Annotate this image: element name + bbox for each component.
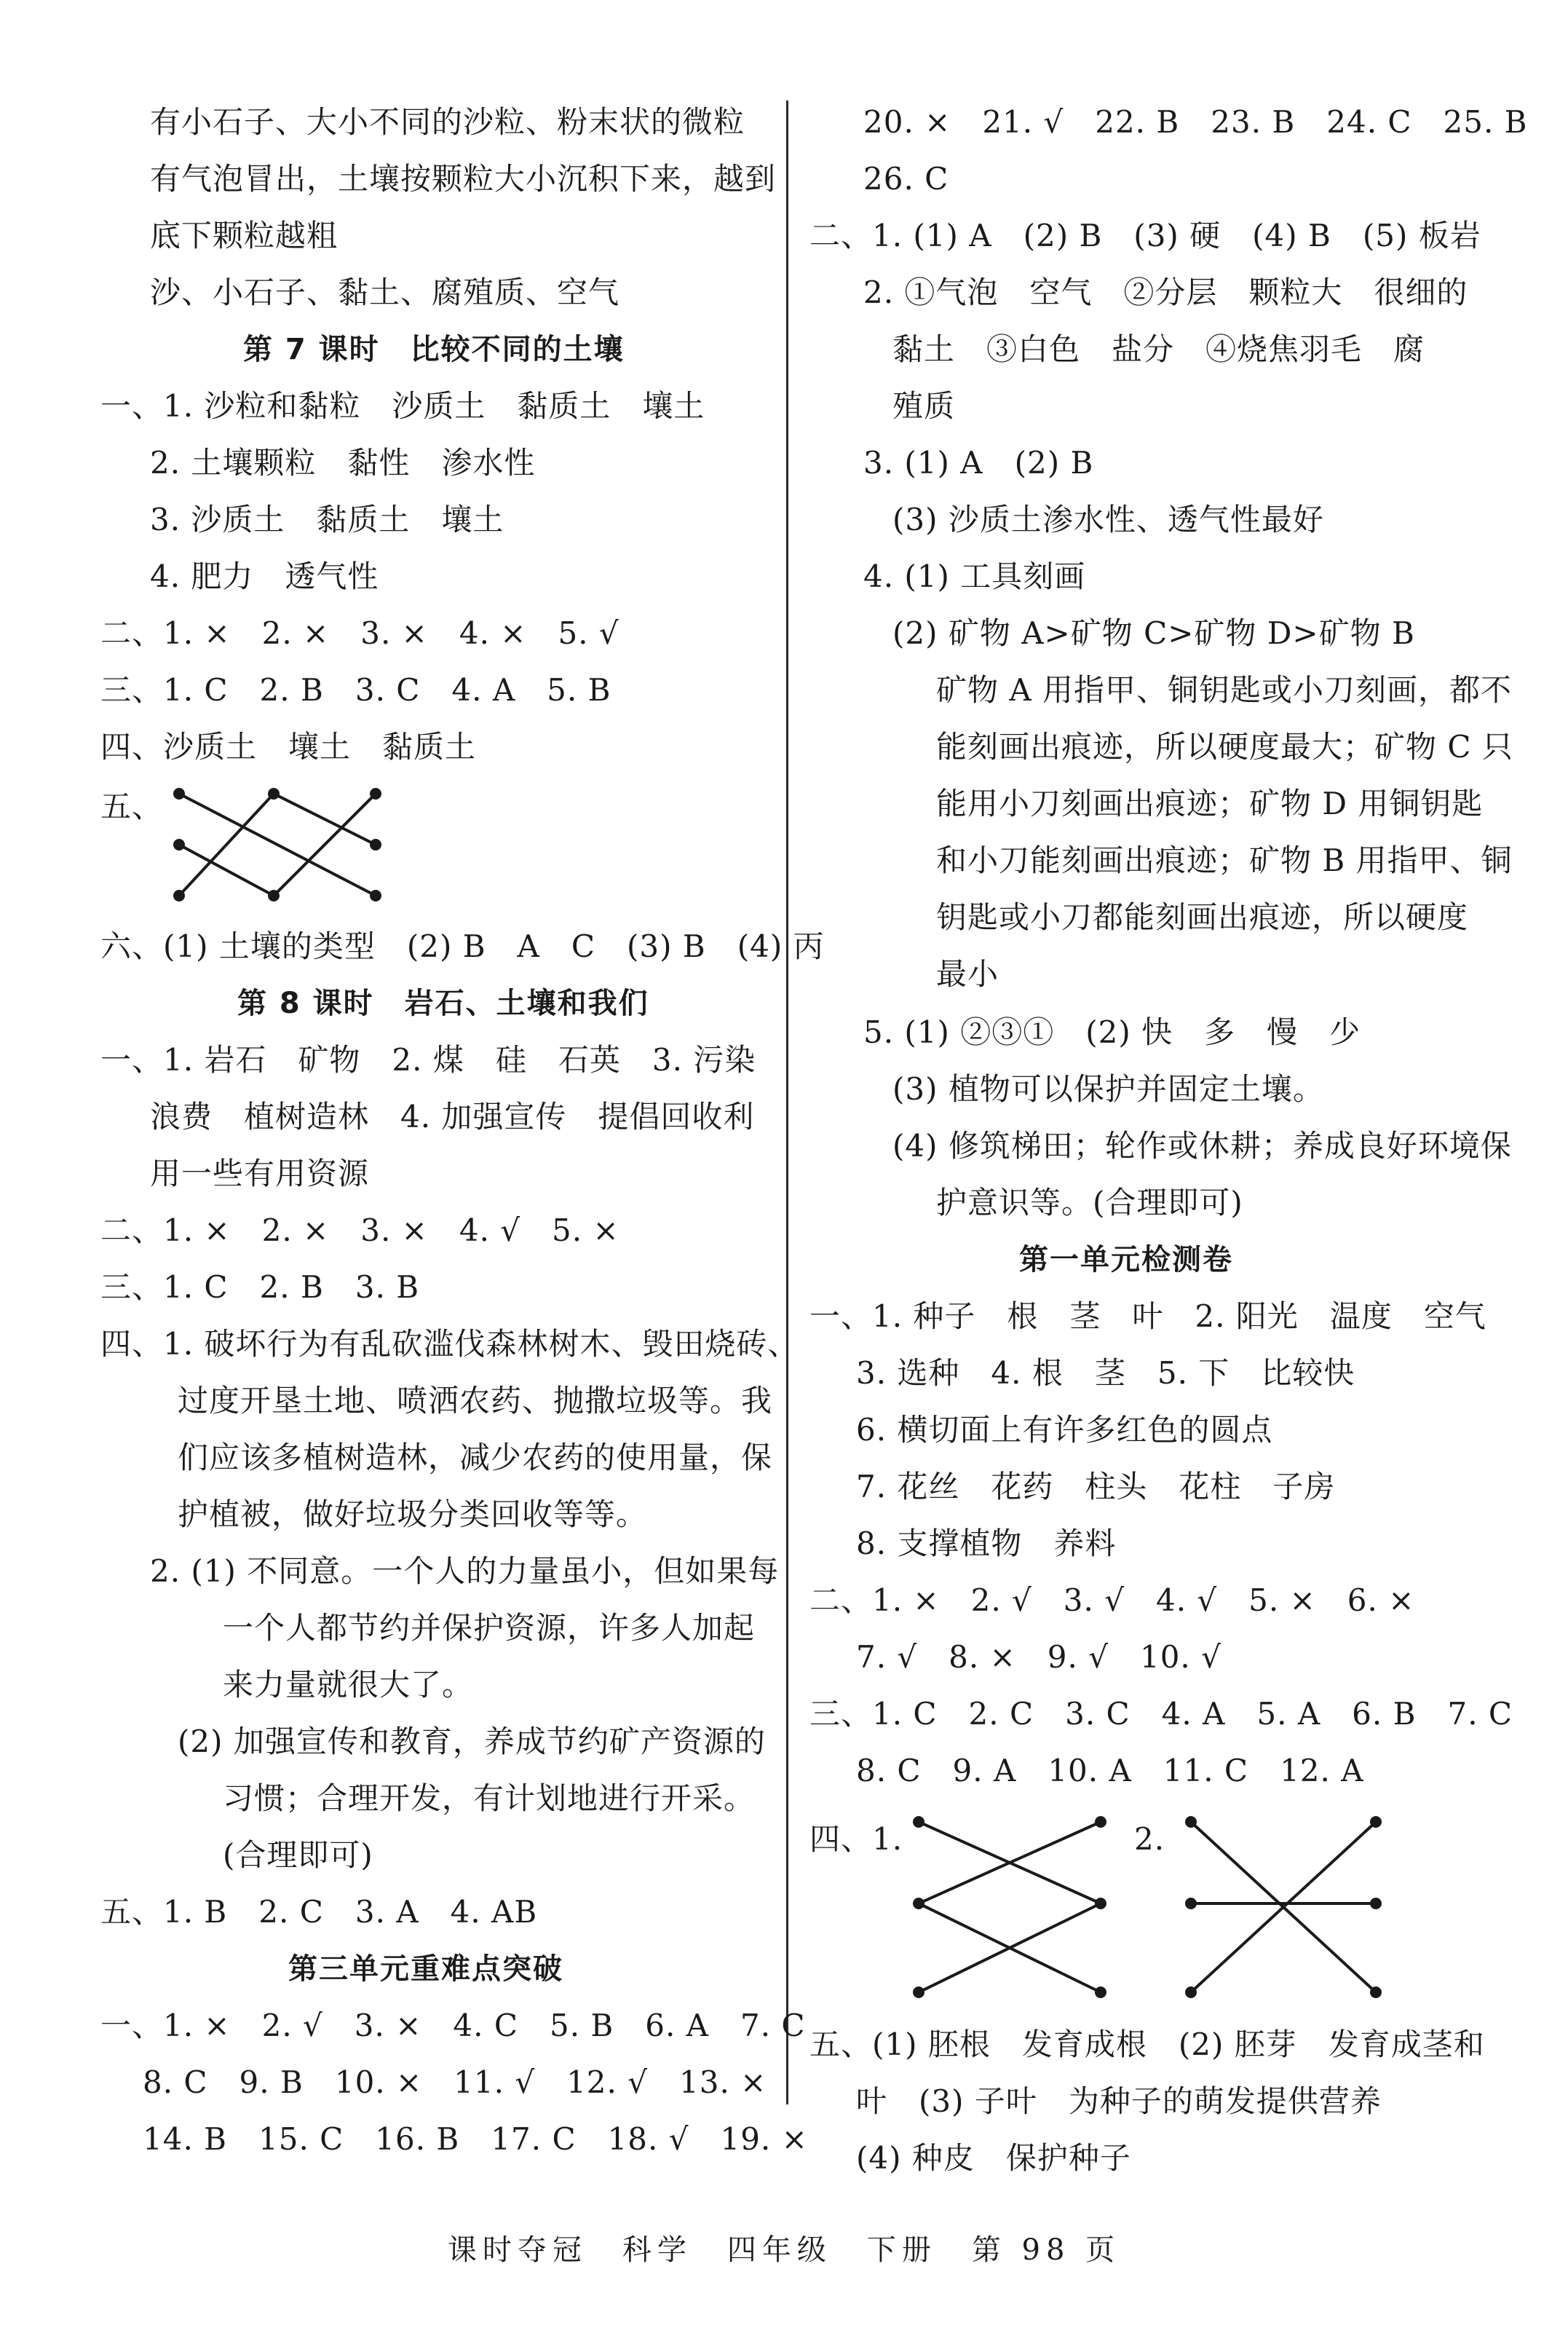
answer-line: 五、1. B 2. C 3. A 4. AB bbox=[100, 1894, 538, 1930]
answer-line: 5. (1) ②③① (2) 快 多 慢 少 bbox=[863, 1014, 1361, 1050]
matching-diagram bbox=[172, 779, 390, 910]
answer-line: 3. (1) A (2) B bbox=[863, 445, 1094, 481]
matching-dot bbox=[370, 788, 381, 800]
answer-line: 六、(1) 土壤的类型 (2) B A C (3) B (4) 丙 bbox=[100, 928, 825, 964]
answer-line: 2. ①气泡 空气 ②分层 颗粒大 很细的 bbox=[863, 275, 1468, 310]
answer-line: 有小石子、大小不同的沙粒、粉末状的微粒 bbox=[150, 104, 745, 140]
matching-dot bbox=[1095, 1986, 1106, 1998]
answer-line: 用一些有用资源 bbox=[150, 1156, 370, 1191]
matching-dot bbox=[1185, 1898, 1197, 1909]
answer-line: (4) 种皮 保护种子 bbox=[856, 2140, 1131, 2176]
answer-line: 8. C 9. A 10. A 11. C 12. A bbox=[856, 1753, 1364, 1788]
answer-line: 浪费 植树造林 4. 加强宣传 提倡回收利 bbox=[150, 1099, 755, 1135]
answer-line: 3. 选种 4. 根 茎 5. 下 比较快 bbox=[856, 1355, 1355, 1391]
answer-line: 一个人都节约并保护资源，许多人加起 bbox=[223, 1610, 756, 1646]
answer-line: (2) 矿物 A>矿物 C>矿物 D>矿物 B bbox=[892, 615, 1415, 651]
answer-line: 能刻画出痕迹，所以硬度最大；矿物 C 只 bbox=[936, 729, 1513, 765]
answer-line: 2. (1) 不同意。一个人的力量虽小，但如果每 bbox=[150, 1553, 780, 1589]
answer-line: 五、(1) 胚根 发育成根 (2) 胚芽 发育成茎和 bbox=[809, 2027, 1485, 2062]
answer-line: 五、 bbox=[100, 789, 164, 824]
answer-line: (合理即可) bbox=[223, 1837, 373, 1873]
answer-line: 钥匙或小刀都能刻画出痕迹，所以硬度 bbox=[936, 899, 1469, 935]
matching-dot bbox=[1370, 1816, 1382, 1828]
answer-line: 三、1. C 2. C 3. C 4. A 5. A 6. B 7. C bbox=[809, 1696, 1513, 1732]
answer-line: 二、1. × 2. × 3. × 4. × 5. √ bbox=[100, 615, 619, 651]
answer-line: 四、1. bbox=[809, 1821, 903, 1857]
answer-line: 三、1. C 2. B 3. C 4. A 5. B bbox=[100, 672, 611, 708]
answer-line: 4. 肥力 透气性 bbox=[150, 559, 379, 594]
answer-line: 殖质 bbox=[892, 388, 956, 424]
answer-line: (2) 加强宣传和教育，养成节约矿产资源的 bbox=[178, 1724, 766, 1759]
answer-line: 二、1. (1) A (2) B (3) 硬 (4) B (5) 板岩 bbox=[809, 218, 1481, 253]
answer-line: 护意识等。(合理即可) bbox=[936, 1185, 1243, 1220]
matching-diagram-2 bbox=[1179, 1812, 1390, 2008]
answer-line: 四、沙质土 壤土 黏质土 bbox=[100, 729, 477, 765]
answer-line: 沙、小石子、黏土、腐殖质、空气 bbox=[150, 275, 620, 310]
section-heading: 第 7 课时 比较不同的土壤 bbox=[243, 333, 625, 366]
answer-line: 6. 横切面上有许多红色的圆点 bbox=[856, 1412, 1273, 1448]
answer-line: 过度开垦土地、喷洒农药、抛撒垃圾等。我 bbox=[178, 1383, 773, 1418]
answer-line: 们应该多植树造林，减少农药的使用量，保 bbox=[178, 1440, 773, 1475]
answer-line: (3) 植物可以保护并固定土壤。 bbox=[892, 1071, 1324, 1107]
answer-line: 和小刀能刻画出痕迹；矿物 B 用指甲、铜 bbox=[936, 843, 1513, 878]
answer-line: 3. 沙质土 黏质土 壤土 bbox=[150, 502, 504, 537]
matching-line bbox=[179, 845, 274, 896]
matching-line bbox=[274, 794, 376, 896]
answer-line: 叶 (3) 子叶 为种子的萌发提供营养 bbox=[856, 2083, 1382, 2119]
section-heading: 第三单元重难点突破 bbox=[288, 1952, 563, 1986]
column-divider bbox=[786, 100, 788, 2104]
answer-line: 三、1. C 2. B 3. B bbox=[100, 1269, 420, 1305]
answer-line: 26. C bbox=[863, 161, 949, 197]
matching-dot bbox=[173, 890, 185, 901]
answer-line: 有气泡冒出，土壤按颗粒大小沉积下来，越到 bbox=[150, 161, 777, 197]
section-heading: 第 8 课时 岩石、土壤和我们 bbox=[237, 987, 649, 1020]
matching-dot bbox=[1185, 1816, 1197, 1828]
matching-line bbox=[179, 794, 274, 896]
matching-dot bbox=[1095, 1816, 1106, 1828]
matching-dot bbox=[1370, 1898, 1382, 1909]
answer-line: 四、1. 破坏行为有乱砍滥伐森林树木、毁田烧砖、 bbox=[100, 1326, 799, 1362]
matching-line bbox=[274, 794, 376, 845]
answer-line: 最小 bbox=[936, 956, 999, 992]
answer-line: 二、1. × 2. × 3. × 4. √ 5. × bbox=[100, 1212, 619, 1248]
answer-line: 习惯；合理开发，有计划地进行开采。 bbox=[223, 1780, 756, 1816]
answer-line: 能用小刀刻画出痕迹；矿物 D 用铜钥匙 bbox=[936, 786, 1484, 821]
matching-dot bbox=[913, 1816, 924, 1828]
matching-dot bbox=[370, 839, 381, 851]
page-footer: 课时夺冠 科学 四年级 下册 第 98 页 bbox=[447, 2233, 1121, 2267]
answer-line: 黏土 ③白色 盐分 ④烧焦羽毛 腐 bbox=[892, 331, 1425, 367]
answer-line: 矿物 A 用指甲、铜钥匙或小刀刻画，都不 bbox=[936, 672, 1513, 708]
answer-line: 一、1. × 2. √ 3. × 4. C 5. B 6. A 7. C bbox=[100, 2008, 806, 2043]
answer-line: 一、1. 沙粒和黏粒 沙质土 黏质土 壤土 bbox=[100, 388, 705, 424]
answer-line: 20. × 21. √ 22. B 23. B 24. C 25. B bbox=[863, 104, 1528, 140]
answer-line: 7. √ 8. × 9. √ 10. √ bbox=[856, 1639, 1221, 1675]
matching-dot bbox=[370, 890, 381, 901]
answer-line: 7. 花丝 花药 柱头 花柱 子房 bbox=[856, 1469, 1336, 1504]
answer-line: 4. (1) 工具刻画 bbox=[863, 559, 1086, 594]
matching-diagram-1 bbox=[907, 1812, 1111, 2008]
answer-line: 二、1. × 2. √ 3. √ 4. √ 5. × 6. × bbox=[809, 1582, 1415, 1618]
answer-line: 2. 土壤颗粒 黏性 渗水性 bbox=[150, 445, 536, 481]
matching-dot bbox=[268, 788, 280, 800]
answer-line: 8. 支撑植物 养料 bbox=[856, 1526, 1117, 1561]
matching-dot bbox=[1370, 1986, 1382, 1998]
answer-line: (3) 沙质土渗水性、透气性最好 bbox=[892, 502, 1324, 537]
answer-line: 2. bbox=[1134, 1821, 1165, 1857]
answer-line: 14. B 15. C 16. B 17. C 18. √ 19. × bbox=[143, 2121, 808, 2157]
answer-line: 8. C 9. B 10. × 11. √ 12. √ 13. × bbox=[143, 2064, 767, 2100]
matching-dot bbox=[913, 1898, 924, 1909]
answer-line: 一、1. 种子 根 茎 叶 2. 阳光 温度 空气 bbox=[809, 1298, 1486, 1334]
matching-dot bbox=[268, 890, 280, 901]
matching-dot bbox=[1095, 1898, 1106, 1909]
answer-line: 一、1. 岩石 矿物 2. 煤 硅 石英 3. 污染 bbox=[100, 1042, 756, 1078]
matching-line bbox=[179, 794, 376, 896]
answer-line: 来力量就很大了。 bbox=[223, 1667, 474, 1702]
section-heading: 第一单元检测卷 bbox=[1019, 1243, 1233, 1276]
matching-dot bbox=[1185, 1986, 1197, 1998]
matching-dot bbox=[913, 1986, 924, 1998]
matching-dot bbox=[173, 839, 185, 851]
matching-dot bbox=[173, 788, 185, 800]
answer-line: (4) 修筑梯田；轮作或休耕；养成良好环境保 bbox=[892, 1128, 1512, 1164]
answer-line: 护植被，做好垃圾分类回收等等。 bbox=[178, 1496, 648, 1532]
answer-line: 底下颗粒越粗 bbox=[150, 218, 338, 253]
